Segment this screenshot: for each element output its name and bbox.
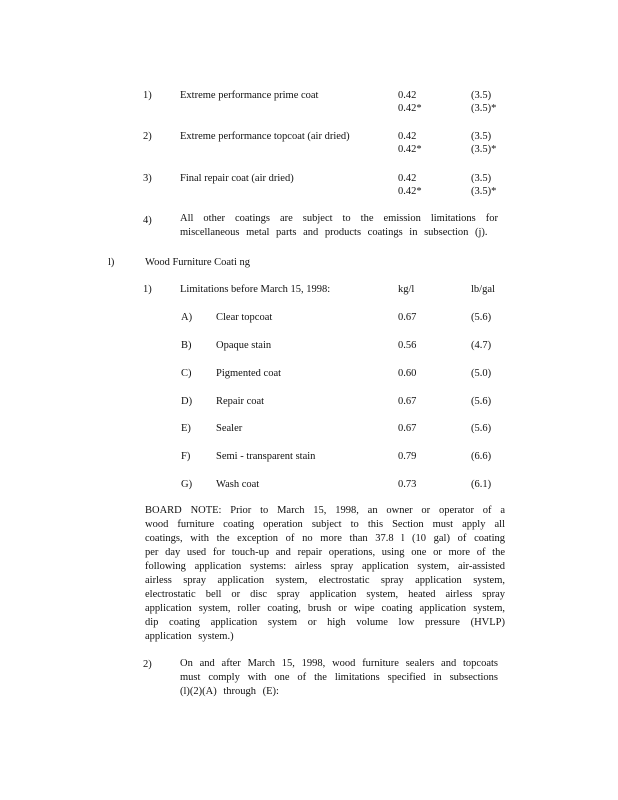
row-name: Repair coat: [216, 396, 265, 407]
limitations-label: Limitations before March 15, 1998:: [180, 284, 331, 295]
row-kg: 0.73: [398, 479, 417, 490]
row-kg: 0.67: [398, 423, 417, 434]
board-note: BOARD NOTE: Prior to March 15, 1998, an owner or operator of a wood furniture coating operation subject to this Section must apply all coatings, with the exception of no more than 37.8 l (10 gal) of coating per day used for touch-up and repair operations, using one or more of the following application systems: airless spray application system, air-assisted airless spray application system, electrostatic spray application system, electrostatic bell or disc spray application system, heated airless spray application system, roller coating, brush or wipe coating application system, dip coating application system or high volume low pressure (HVLP) application system.): [145, 505, 505, 642]
item-label: Final repair coat (air dried): [180, 173, 294, 184]
row-lb: (5.0): [471, 368, 492, 379]
item-number: 1): [143, 284, 152, 295]
kg-value: 0.42: [398, 131, 417, 142]
row-name: Pigmented coat: [216, 368, 282, 379]
column-header-kg: kg/l: [398, 284, 415, 295]
row-name: Semi - transparent stain: [216, 451, 316, 462]
row-lb: (5.6): [471, 312, 492, 323]
row-letter: B): [181, 340, 192, 351]
row-lb: (6.1): [471, 479, 492, 490]
row-letter: G): [181, 479, 193, 490]
kg-value-alt: 0.42*: [398, 186, 422, 197]
row-letter: E): [181, 423, 191, 434]
item-number: 2): [143, 131, 152, 142]
row-kg: 0.56: [398, 340, 417, 351]
lb-value: (3.5): [471, 131, 492, 142]
row-name: Opaque stain: [216, 340, 272, 351]
row-kg: 0.67: [398, 396, 417, 407]
row-lb: (4.7): [471, 340, 492, 351]
item2-text: On and after March 15, 1998, wood furniture sealers and topcoats must comply with one of the limitations specified in subsections (l)(2)(A) through (E):: [180, 658, 498, 697]
lb-value-alt: (3.5)*: [471, 103, 497, 114]
item-label: Extreme performance prime coat: [180, 90, 319, 101]
row-letter: D): [181, 396, 193, 407]
row-letter: C): [181, 368, 192, 379]
lb-value-alt: (3.5)*: [471, 144, 497, 155]
kg-value-alt: 0.42*: [398, 103, 422, 114]
row-letter: F): [181, 451, 191, 462]
item-number: 1): [143, 90, 152, 101]
row-kg: 0.79: [398, 451, 417, 462]
row-kg: 0.60: [398, 368, 417, 379]
row-lb: (5.6): [471, 396, 492, 407]
kg-value-alt: 0.42*: [398, 144, 422, 155]
item-number: 4): [143, 215, 152, 226]
kg-value: 0.42: [398, 90, 417, 101]
row-lb: (6.6): [471, 451, 492, 462]
item4-text: All other coatings are subject to the emission limitations for miscellaneous metal parts and products coatings in subsection (j).: [180, 213, 498, 238]
row-lb: (5.6): [471, 423, 492, 434]
row-letter: A): [181, 312, 193, 323]
row-name: Sealer: [216, 423, 243, 434]
item-number: 2): [143, 659, 152, 670]
item-label: Extreme performance topcoat (air dried): [180, 131, 350, 142]
lb-value: (3.5): [471, 90, 492, 101]
row-name: Wash coat: [216, 479, 260, 490]
row-kg: 0.67: [398, 312, 417, 323]
lb-value: (3.5): [471, 173, 492, 184]
item-number: 3): [143, 173, 152, 184]
kg-value: 0.42: [398, 173, 417, 184]
column-header-lb: lb/gal: [471, 284, 495, 295]
row-name: Clear topcoat: [216, 312, 273, 323]
section-number: l): [108, 257, 115, 268]
section-title: Wood Furniture Coati ng: [145, 257, 251, 268]
lb-value-alt: (3.5)*: [471, 186, 497, 197]
